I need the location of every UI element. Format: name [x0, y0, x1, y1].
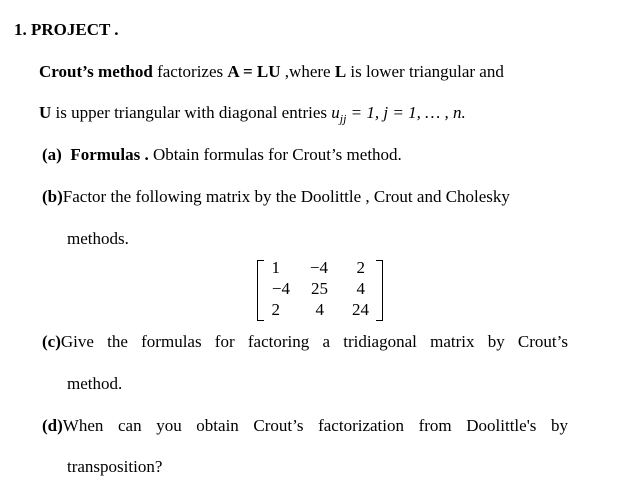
symbol-u: U [39, 103, 52, 122]
matrix-cell: 25 [311, 279, 328, 298]
intro-text: is lower triangular and [346, 62, 504, 81]
matrix-cell: −4 [271, 279, 290, 298]
math-diagonal-condition: = 1, j = 1, … , n. [346, 103, 466, 122]
matrix-cell: −4 [309, 258, 328, 277]
matrix-cell: 2 [356, 258, 365, 277]
item-d-text-1: When can you obtain Crout’s factorization from Doolittle's by [62, 416, 568, 435]
item-a-text: Obtain formulas for Crout’s method. [148, 145, 402, 164]
matrix-cell: 4 [356, 279, 365, 298]
intro-text: factorizes [152, 62, 228, 81]
equation-a-lu: A = LU [227, 62, 281, 81]
item-d-line-2: transposition? [67, 457, 163, 476]
intro-text: is upper triangular with diagonal entries [51, 103, 332, 122]
intro-text: ,where [280, 62, 335, 81]
item-b-text-1: Factor the following matrix by the Doolittle , Crout and Cholesky [62, 187, 510, 206]
item-c-text-1: Give the formulas for factoring a tridiagonal matrix by Crout’s [60, 332, 568, 351]
item-c [42, 332, 568, 352]
item-c-label: (c) [42, 332, 61, 351]
matrix-cell: 24 [352, 300, 369, 319]
matrix-cell: 4 [315, 300, 324, 319]
item-b [42, 187, 510, 207]
item-d [42, 416, 568, 436]
matrix [257, 258, 383, 322]
intro-line-1 [39, 62, 504, 82]
intro-line-2 [39, 103, 466, 128]
math-u: u [331, 103, 340, 122]
item-c-line-2: method. [67, 374, 123, 393]
term-crouts-method: Crout’s method [39, 62, 153, 81]
item-a [42, 145, 402, 165]
matrix-cell: 1 [271, 258, 280, 277]
math-subscript-jj: jj [339, 111, 347, 126]
item-a-label: (a) [42, 145, 62, 164]
item-a-bold: Formulas . [70, 145, 149, 164]
symbol-l: L [334, 62, 347, 81]
matrix-right-bracket [376, 260, 383, 321]
matrix-cell: 2 [271, 300, 280, 319]
page-title: 1. PROJECT . [14, 20, 119, 39]
item-b-line-2: methods. [67, 229, 129, 248]
item-b-label: (b) [42, 187, 63, 206]
item-d-label: (d) [42, 416, 63, 435]
